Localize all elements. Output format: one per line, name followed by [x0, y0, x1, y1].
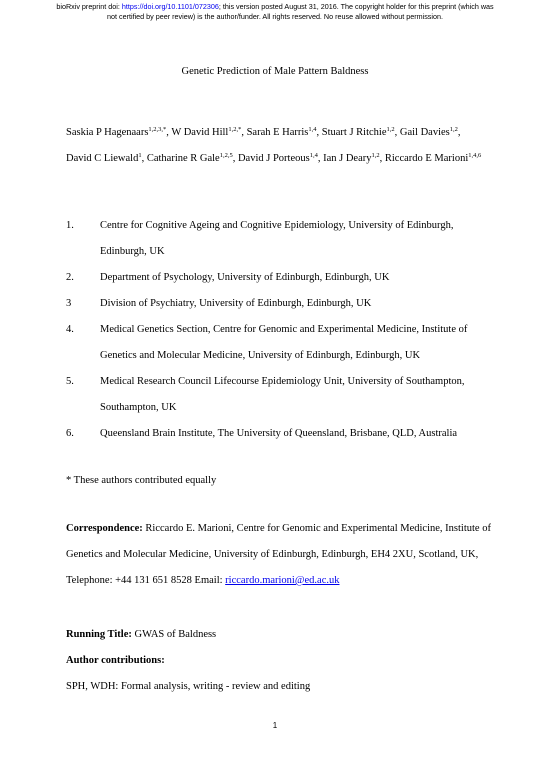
author-affiliation-marker: 1,4: [309, 152, 318, 159]
paper-title: Genetic Prediction of Male Pattern Baldness: [181, 66, 369, 77]
author: [66, 153, 147, 164]
author-separator: ,: [317, 153, 324, 164]
author-name: Saskia P Hagenaars: [66, 127, 149, 138]
author-affiliation-marker: 1,2: [386, 126, 395, 133]
affiliation-text: Centre for Cognitive Ageing and Cognitive Epidemiology, University of Edinburgh, Edinburgh, UK: [100, 220, 454, 257]
author: [66, 127, 171, 138]
correspondence-label: Correspondence:: [66, 523, 143, 534]
author: [323, 153, 385, 164]
banner-line-1: [0, 2, 550, 12]
author-name: David J Porteous: [237, 153, 310, 164]
affiliation-item: [66, 265, 491, 291]
banner-prefix: bioRxiv preprint doi:: [56, 2, 122, 11]
author: [322, 127, 400, 138]
author-name: David C Liewald: [66, 153, 139, 164]
author-affiliation-marker: 1,2,3,*: [148, 126, 167, 133]
author-name: Gail Davies: [399, 127, 450, 138]
affiliation-number: 2.: [66, 272, 74, 283]
author: [247, 127, 322, 138]
author: [238, 153, 323, 164]
author-separator: ,: [394, 127, 400, 138]
author-contributions-text: SPH, WDH: Formal analysis, writing - review and editing: [66, 681, 311, 692]
affiliation-item: [66, 369, 491, 421]
author-list: [66, 120, 486, 172]
affiliation-number: 1.: [66, 220, 74, 231]
affiliation-number: 5.: [66, 376, 74, 387]
correspondence-block: [66, 516, 496, 594]
running-title-text: GWAS of Baldness: [131, 629, 217, 640]
preprint-banner: [0, 2, 550, 22]
author-affiliation-marker: 1,4,6: [468, 152, 482, 159]
affiliation-number: 3: [66, 298, 72, 309]
author-name: Riccardo E Marioni: [384, 153, 469, 164]
affiliation-number: 4.: [66, 324, 74, 335]
author-affiliation-marker: 1,2: [449, 126, 458, 133]
affiliation-text: Queensland Brain Institute, The University of Queensland, Brisbane, QLD, Australia: [100, 428, 458, 439]
affiliation-item: [66, 421, 491, 447]
author: [400, 127, 461, 138]
affiliation-item: [66, 317, 491, 369]
author-name: W David Hill: [171, 127, 229, 138]
affiliation-text: Medical Research Council Lifecourse Epidemiology Unit, University of Southampton, Southampton, UK: [100, 376, 465, 413]
author: [147, 153, 238, 164]
author-contributions-heading: Author contributions:: [66, 655, 165, 666]
affiliation-number: 6.: [66, 428, 74, 439]
affiliation-item: [66, 291, 491, 317]
author-separator: ,: [232, 153, 238, 164]
affiliation-text: Department of Psychology, University of Edinburgh, Edinburgh, UK: [100, 272, 390, 283]
doi-link[interactable]: https://doi.org/10.1101/072306: [121, 2, 219, 11]
author-name: Sarah E Harris: [246, 127, 309, 138]
author-separator: ,: [141, 153, 147, 164]
author-name: Ian J Deary: [323, 153, 372, 164]
author-affiliation-marker: 1,2,*: [228, 126, 242, 133]
author-affiliation-marker: 1: [138, 152, 142, 159]
email-link[interactable]: riccardo.marioni@ed.ac.uk: [225, 575, 340, 586]
author-separator: ,: [316, 127, 322, 138]
author-separator: ,: [457, 127, 461, 138]
author-separator: ,: [166, 127, 172, 138]
correspondence-text: Riccardo E. Marioni, Centre for Genomic and Experimental Medicine, Institute of Genetics and Molecular Medicine, University of Edinburgh, Edinburgh, EH4 2XU, Scotland, UK, Telephone: +44 131 651 8528 Email:: [66, 523, 491, 586]
affiliation-text: Medical Genetics Section, Centre for Genomic and Experimental Medicine, Institute of Genetics and Molecular Medicine, University of Edinburgh, Edinburgh, UK: [100, 324, 468, 361]
affiliation-text: Division of Psychiatry, University of Edinburgh, Edinburgh, UK: [100, 298, 372, 309]
running-title-block: [66, 622, 496, 648]
affiliation-item: [66, 213, 491, 265]
author-separator: ,: [241, 127, 247, 138]
author-affiliation-marker: 1,4: [308, 126, 317, 133]
author-name: Catharine R Gale: [146, 153, 220, 164]
banner-suffix: ; this version posted August 31, 2016. The copyright holder for this preprint (which was: [218, 2, 494, 11]
equal-contribution-note: * These authors contributed equally: [66, 475, 217, 486]
running-title-label: Running Title:: [66, 629, 132, 640]
author-name: Stuart J Ritchie: [321, 127, 387, 138]
author: [171, 127, 246, 138]
author-affiliation-marker: 1,2: [371, 152, 380, 159]
author-separator: ,: [379, 153, 385, 164]
author-affiliation-marker: 1,2,5: [219, 152, 233, 159]
author: [385, 153, 481, 164]
page-number: 1: [272, 721, 278, 730]
banner-line-2: not certified by peer review) is the author/funder. All rights reserved. No reuse allowed without permission.: [107, 12, 443, 21]
